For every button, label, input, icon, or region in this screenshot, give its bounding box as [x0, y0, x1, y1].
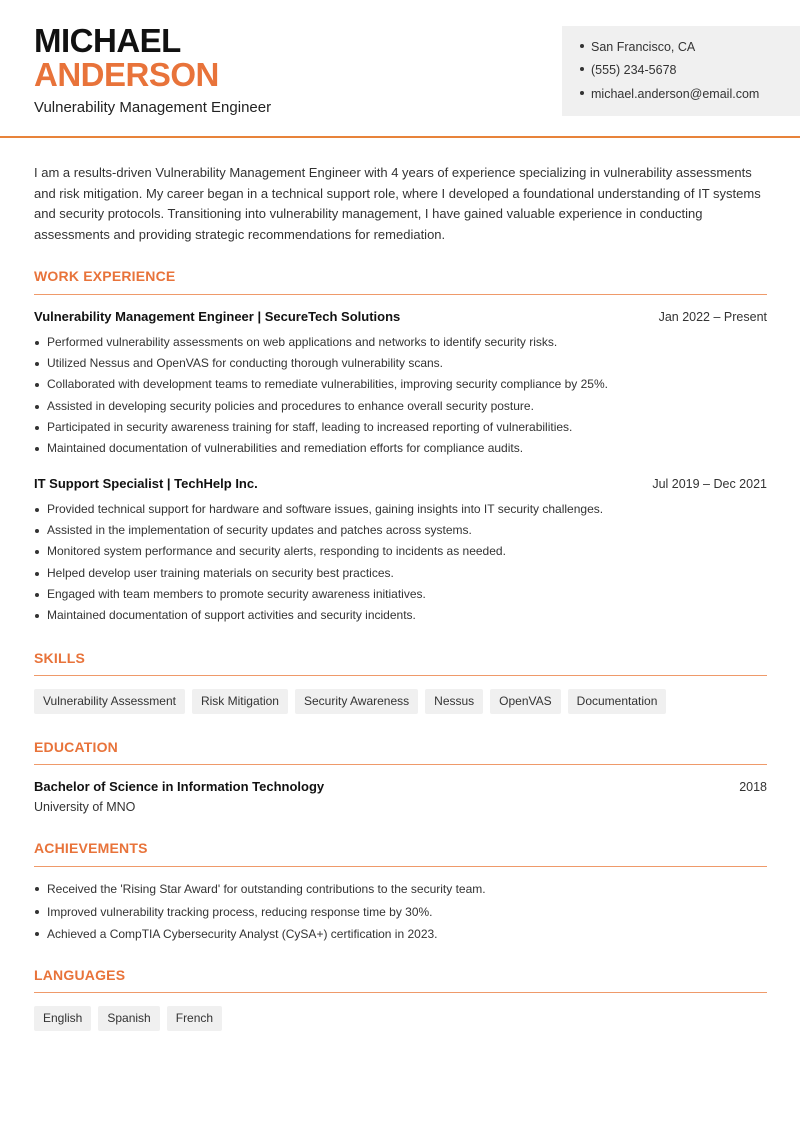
skill-chip: Vulnerability Assessment [34, 689, 185, 714]
bullet-icon [580, 67, 584, 71]
list-item: Performed vulnerability assessments on web applications and networks to identify security risks. [34, 332, 774, 353]
achievements-list [34, 878, 774, 946]
bullet-icon [580, 44, 584, 48]
job-dates-2: Jul 2019 – Dec 2021 [652, 477, 767, 491]
language-chip: English [34, 1006, 91, 1031]
email-text: michael.anderson@email.com [591, 87, 760, 101]
contact-box [562, 26, 800, 116]
skill-chip: Risk Mitigation [192, 689, 288, 714]
job-title-2: IT Support Specialist | TechHelp Inc. [34, 476, 258, 491]
education-year: 2018 [739, 780, 767, 794]
list-item: Received the 'Rising Star Award' for outstanding contributions to the security team. [34, 878, 774, 901]
language-chip: French [167, 1006, 222, 1031]
list-item: Assisted in developing security policies and procedures to enhance overall security posture. [34, 396, 774, 417]
location-text: San Francisco, CA [591, 40, 696, 54]
skills-list [34, 689, 666, 714]
last-name: ANDERSON [34, 56, 219, 93]
language-chip: Spanish [98, 1006, 159, 1031]
section-divider [34, 866, 767, 867]
bullet-icon [580, 91, 584, 95]
summary-paragraph: I am a results-driven Vulnerability Management Engineer with 4 years of experience specializing in vulnerability assessments and risk mitigation. My career began in a technical support role, where I developed a foundational understanding of IT systems and security protocols. Transitioning into vulnerability management, I have gained valuable experience in conducting assessments and providing strategic recommendations for remediation. [34, 165, 761, 243]
section-divider [34, 992, 767, 993]
list-item: Assisted in the implementation of security updates and patches across systems. [34, 520, 774, 541]
contact-email [580, 86, 759, 102]
contact-phone [580, 62, 676, 78]
list-item: Improved vulnerability tracking process, reducing response time by 30%. [34, 901, 774, 924]
skill-chip: Documentation [568, 689, 667, 714]
skill-chip: Nessus [425, 689, 483, 714]
section-title-education: EDUCATION [34, 739, 118, 755]
list-item: Maintained documentation of support activities and security incidents. [34, 605, 774, 626]
resume-header [0, 0, 800, 138]
list-item: Maintained documentation of vulnerabilities and remediation efforts for compliance audits. [34, 438, 774, 459]
list-item: Monitored system performance and security alerts, responding to incidents as needed. [34, 541, 774, 562]
list-item: Achieved a CompTIA Cybersecurity Analyst (CySA+) certification in 2023. [34, 923, 774, 946]
section-title-languages: LANGUAGES [34, 967, 126, 983]
job-bullets-2 [34, 499, 774, 626]
education-school: University of MNO [34, 800, 136, 814]
section-title-skills: SKILLS [34, 650, 85, 666]
section-title-achievements: ACHIEVEMENTS [34, 840, 148, 856]
list-item: Collaborated with development teams to remediate vulnerabilities, improving security compliance by 25%. [34, 374, 774, 395]
list-item: Helped develop user training materials on security best practices. [34, 563, 774, 584]
first-name: MICHAEL [34, 22, 181, 59]
list-item: Engaged with team members to promote security awareness initiatives. [34, 584, 774, 605]
section-title-work: WORK EXPERIENCE [34, 268, 176, 284]
list-item: Participated in security awareness training for staff, leading to increased reporting of vulnerabilities. [34, 417, 774, 438]
job-title-1: Vulnerability Management Engineer | SecureTech Solutions [34, 309, 401, 324]
list-item: Provided technical support for hardware and software issues, gaining insights into IT security challenges. [34, 499, 774, 520]
languages-list [34, 1006, 222, 1031]
section-divider [34, 675, 767, 676]
skill-chip: OpenVAS [490, 689, 560, 714]
section-divider [34, 764, 767, 765]
job-title: Vulnerability Management Engineer [34, 99, 272, 116]
job-bullets-1 [34, 332, 774, 459]
education-degree: Bachelor of Science in Information Technology [34, 779, 325, 794]
list-item: Utilized Nessus and OpenVAS for conducting thorough vulnerability scans. [34, 353, 774, 374]
contact-location [580, 39, 695, 55]
section-divider [34, 294, 767, 295]
job-dates-1: Jan 2022 – Present [658, 310, 767, 324]
phone-text: (555) 234-5678 [591, 63, 677, 77]
skill-chip: Security Awareness [295, 689, 418, 714]
